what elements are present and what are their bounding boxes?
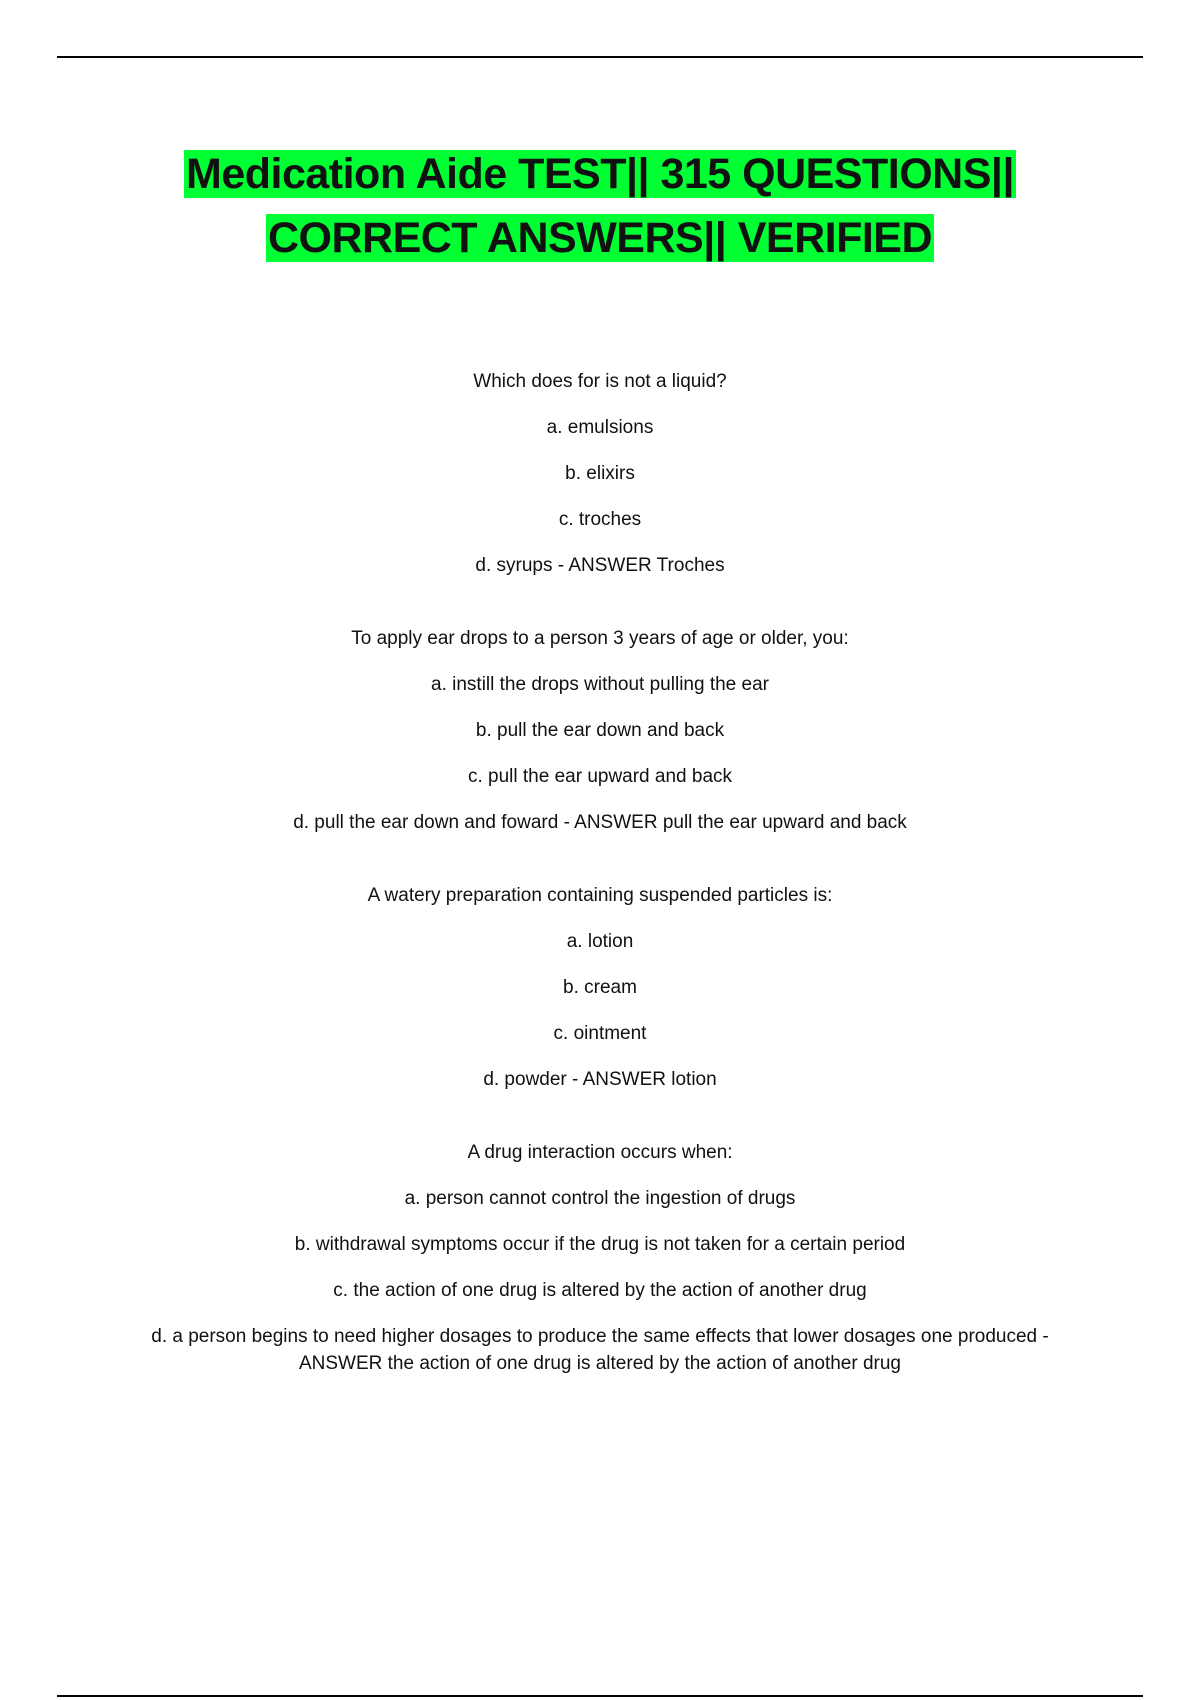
answer-option: c. troches	[558, 509, 642, 530]
answer-option: a. person cannot control the ingestion of drugs	[404, 1188, 796, 1209]
answer-option: b. withdrawal symptoms occur if the drug is not taken for a certain period	[294, 1234, 906, 1255]
title-highlight-2: CORRECT ANSWERS|| VERIFIED	[267, 214, 933, 262]
answer-option: c. ointment	[553, 1023, 647, 1044]
question-3	[130, 882, 1070, 1094]
question-prompt: A watery preparation containing suspended particles is:	[367, 885, 833, 906]
question-4	[130, 1139, 1070, 1377]
answer-option-with-answer: d. a person begins to need higher dosages to produce the same effects that lower dosages one produced - ANSWER the action of one drug is altered by the action of another drug	[151, 1326, 1049, 1374]
answer-option: a. emulsions	[546, 417, 654, 438]
title-highlight-1: Medication Aide TEST|| 315 QUESTIONS||	[186, 150, 1014, 198]
top-rule	[57, 56, 1143, 58]
question-prompt: To apply ear drops to a person 3 years of age or older, you:	[351, 628, 849, 649]
bottom-rule	[57, 1695, 1143, 1697]
question-2	[130, 625, 1070, 837]
answer-option: c. the action of one drug is altered by the action of another drug	[333, 1280, 867, 1301]
answer-option: b. elixirs	[565, 463, 635, 484]
document-title	[60, 142, 1140, 270]
question-list	[130, 368, 1070, 1422]
answer-option-with-answer: d. pull the ear down and foward - ANSWER pull the ear upward and back	[293, 812, 907, 833]
title-line-1	[60, 142, 1140, 206]
answer-option-with-answer: d. syrups - ANSWER Troches	[475, 555, 725, 576]
answer-option: b. pull the ear down and back	[475, 720, 725, 741]
answer-option-with-answer: d. powder - ANSWER lotion	[483, 1069, 717, 1090]
title-line-2	[60, 206, 1140, 270]
answer-option: a. instill the drops without pulling the ear	[431, 674, 769, 695]
answer-option: b. cream	[563, 977, 637, 998]
question-prompt: A drug interaction occurs when:	[467, 1142, 733, 1163]
question-1	[130, 368, 1070, 580]
answer-option: a. lotion	[566, 931, 634, 952]
question-prompt: Which does for is not a liquid?	[473, 371, 727, 392]
answer-option: c. pull the ear upward and back	[467, 766, 733, 787]
